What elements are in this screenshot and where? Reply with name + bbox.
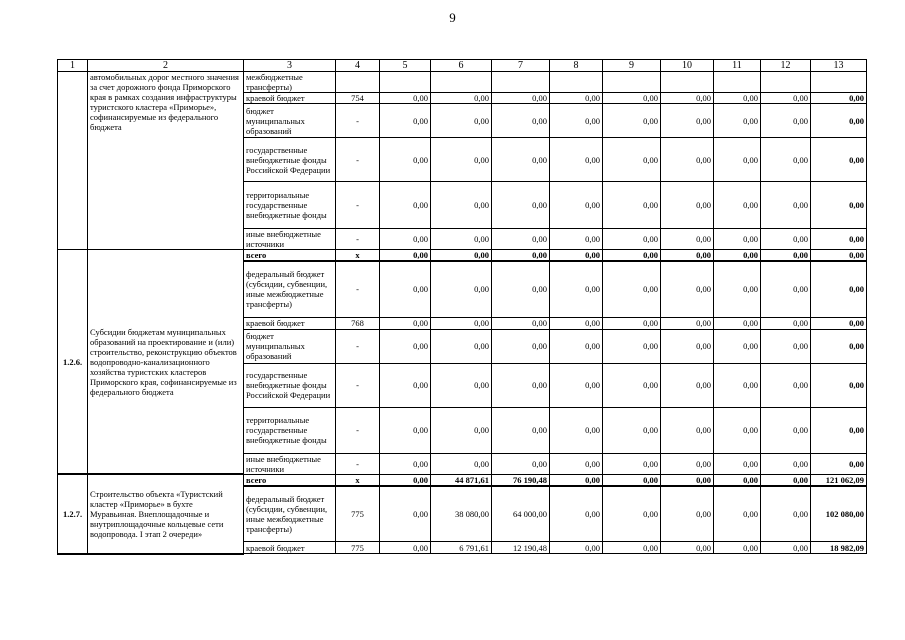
year-value: 0,00 <box>550 542 603 554</box>
year-value: 0,00 <box>761 229 811 250</box>
year-value: 0,00 <box>761 250 811 262</box>
year-value: 0,00 <box>603 261 661 317</box>
budget-code: - <box>336 138 380 182</box>
budget-code: - <box>336 407 380 453</box>
year-value: 0,00 <box>603 93 661 104</box>
year-value: 0,00 <box>603 317 661 329</box>
column-number: 5 <box>380 60 431 72</box>
budget-code: 775 <box>336 486 380 542</box>
budget-code <box>336 72 380 93</box>
year-value: 0,00 <box>603 407 661 453</box>
year-value: 0,00 <box>492 250 550 262</box>
year-value <box>661 72 714 93</box>
year-value <box>492 72 550 93</box>
year-value: 0,00 <box>761 542 811 554</box>
funding-source: территориальные государственные внебюджетные фонды <box>244 407 336 453</box>
year-value: 0,00 <box>550 453 603 474</box>
year-value: 0,00 <box>761 93 811 104</box>
funding-source: межбюджетные трансферты) <box>244 72 336 93</box>
year-value: 0,00 <box>761 261 811 317</box>
item-description: Строительство объекта «Туристский кластер «Приморье» в бухте Муравьиная. Внеплощадочные и внутриплощадочные кольцевые сети водопровода. I этап 2 очереди» <box>88 474 244 554</box>
year-value: 0,00 <box>661 317 714 329</box>
year-value <box>603 72 661 93</box>
year-value: 0,00 <box>603 329 661 363</box>
year-value: 12 190,48 <box>492 542 550 554</box>
year-value: 0,00 <box>431 182 492 229</box>
year-value: 0,00 <box>492 182 550 229</box>
page-number: 9 <box>449 10 456 25</box>
budget-code: - <box>336 363 380 407</box>
total-value <box>811 72 867 93</box>
year-value: 0,00 <box>714 407 761 453</box>
year-value <box>380 72 431 93</box>
year-value: 0,00 <box>492 261 550 317</box>
total-value: 0,00 <box>811 453 867 474</box>
year-value: 0,00 <box>761 363 811 407</box>
column-number: 6 <box>431 60 492 72</box>
year-value: 0,00 <box>380 138 431 182</box>
item-number: 1.2.6. <box>58 250 88 475</box>
year-value: 0,00 <box>661 93 714 104</box>
budget-code: 775 <box>336 542 380 554</box>
year-value: 0,00 <box>431 363 492 407</box>
budget-code: - <box>336 104 380 138</box>
year-value: 0,00 <box>603 486 661 542</box>
year-value: 0,00 <box>431 250 492 262</box>
year-value: 0,00 <box>714 474 761 486</box>
year-value: 38 080,00 <box>431 486 492 542</box>
year-value <box>550 72 603 93</box>
year-value: 0,00 <box>603 104 661 138</box>
total-value: 0,00 <box>811 229 867 250</box>
total-value: 0,00 <box>811 317 867 329</box>
year-value: 0,00 <box>714 261 761 317</box>
year-value: 0,00 <box>431 317 492 329</box>
total-value: 18 982,09 <box>811 542 867 554</box>
year-value: 0,00 <box>661 250 714 262</box>
budget-code: х <box>336 250 380 262</box>
funding-source: всего <box>244 474 336 486</box>
year-value: 0,00 <box>603 138 661 182</box>
total-value: 0,00 <box>811 407 867 453</box>
year-value: 0,00 <box>761 329 811 363</box>
total-value: 0,00 <box>811 93 867 104</box>
table-row <box>58 72 867 93</box>
year-value <box>714 72 761 93</box>
year-value: 0,00 <box>761 486 811 542</box>
year-value: 0,00 <box>714 542 761 554</box>
year-value: 0,00 <box>380 104 431 138</box>
funding-source: бюджет муниципальных образований <box>244 104 336 138</box>
year-value: 0,00 <box>492 104 550 138</box>
column-number: 7 <box>492 60 550 72</box>
table-row <box>58 250 867 262</box>
item-number <box>58 72 88 250</box>
year-value: 0,00 <box>761 453 811 474</box>
year-value: 0,00 <box>380 250 431 262</box>
column-number-row <box>58 60 867 72</box>
year-value: 0,00 <box>714 486 761 542</box>
year-value: 0,00 <box>550 329 603 363</box>
year-value: 0,00 <box>380 229 431 250</box>
funding-source: территориальные государственные внебюджетные фонды <box>244 182 336 229</box>
funding-source: краевой бюджет <box>244 542 336 554</box>
total-value: 0,00 <box>811 329 867 363</box>
column-number: 9 <box>603 60 661 72</box>
year-value: 0,00 <box>661 363 714 407</box>
year-value: 0,00 <box>661 407 714 453</box>
year-value: 0,00 <box>550 407 603 453</box>
year-value: 0,00 <box>761 407 811 453</box>
year-value: 0,00 <box>380 542 431 554</box>
total-value: 0,00 <box>811 182 867 229</box>
year-value: 0,00 <box>603 474 661 486</box>
year-value: 6 791,61 <box>431 542 492 554</box>
year-value: 0,00 <box>761 474 811 486</box>
year-value: 0,00 <box>550 261 603 317</box>
year-value: 0,00 <box>492 317 550 329</box>
year-value: 0,00 <box>714 317 761 329</box>
column-number: 4 <box>336 60 380 72</box>
year-value: 0,00 <box>661 453 714 474</box>
table-row <box>58 474 867 486</box>
year-value: 76 190,48 <box>492 474 550 486</box>
year-value: 0,00 <box>492 453 550 474</box>
year-value: 0,00 <box>492 363 550 407</box>
year-value: 0,00 <box>380 317 431 329</box>
year-value: 0,00 <box>380 474 431 486</box>
year-value: 0,00 <box>714 363 761 407</box>
budget-code: - <box>336 329 380 363</box>
year-value: 0,00 <box>714 250 761 262</box>
year-value: 0,00 <box>380 182 431 229</box>
year-value: 0,00 <box>714 104 761 138</box>
column-number: 11 <box>714 60 761 72</box>
year-value: 64 000,00 <box>492 486 550 542</box>
budget-code: х <box>336 474 380 486</box>
budget-code: - <box>336 453 380 474</box>
item-description: Субсидии бюджетам муниципальных образований на проектирование и (или) строительство, реконструкцию объектов водопроводно-канализационного хозяйства туристских кластеров Приморского края, софинансируемые из федерального бюджета <box>88 250 244 475</box>
year-value: 0,00 <box>603 453 661 474</box>
column-number: 2 <box>88 60 244 72</box>
year-value: 0,00 <box>380 486 431 542</box>
year-value: 0,00 <box>492 407 550 453</box>
total-value: 121 062,09 <box>811 474 867 486</box>
budget-code: 768 <box>336 317 380 329</box>
column-number: 8 <box>550 60 603 72</box>
funding-source: краевой бюджет <box>244 93 336 104</box>
year-value: 0,00 <box>761 104 811 138</box>
year-value: 0,00 <box>380 329 431 363</box>
year-value: 0,00 <box>603 250 661 262</box>
total-value: 0,00 <box>811 250 867 262</box>
total-value: 0,00 <box>811 138 867 182</box>
year-value: 0,00 <box>714 453 761 474</box>
year-value: 0,00 <box>661 542 714 554</box>
year-value: 0,00 <box>550 229 603 250</box>
year-value: 0,00 <box>661 261 714 317</box>
year-value: 0,00 <box>714 182 761 229</box>
year-value: 0,00 <box>550 182 603 229</box>
total-value: 102 080,00 <box>811 486 867 542</box>
column-number: 10 <box>661 60 714 72</box>
year-value: 0,00 <box>431 104 492 138</box>
budget-code: - <box>336 182 380 229</box>
year-value: 0,00 <box>380 453 431 474</box>
funding-source: краевой бюджет <box>244 317 336 329</box>
year-value <box>761 72 811 93</box>
funding-source: государственные внебюджетные фонды Российской Федерации <box>244 363 336 407</box>
year-value <box>431 72 492 93</box>
year-value: 0,00 <box>661 486 714 542</box>
year-value: 0,00 <box>761 317 811 329</box>
funding-source: государственные внебюджетные фонды Российской Федерации <box>244 138 336 182</box>
year-value: 0,00 <box>380 363 431 407</box>
year-value: 0,00 <box>714 138 761 182</box>
budget-table <box>57 59 867 555</box>
table-body <box>58 60 867 554</box>
year-value: 0,00 <box>431 138 492 182</box>
year-value: 0,00 <box>550 104 603 138</box>
year-value: 0,00 <box>714 229 761 250</box>
column-number: 3 <box>244 60 336 72</box>
total-value: 0,00 <box>811 104 867 138</box>
year-value: 0,00 <box>603 182 661 229</box>
funding-source: бюджет муниципальных образований <box>244 329 336 363</box>
year-value: 0,00 <box>431 261 492 317</box>
funding-source: иные внебюджетные источники <box>244 229 336 250</box>
year-value: 0,00 <box>431 453 492 474</box>
year-value: 0,00 <box>661 329 714 363</box>
budget-code: - <box>336 261 380 317</box>
funding-source: всего <box>244 250 336 262</box>
year-value: 0,00 <box>661 104 714 138</box>
budget-code: 754 <box>336 93 380 104</box>
year-value: 0,00 <box>550 486 603 542</box>
year-value: 0,00 <box>761 182 811 229</box>
item-description: автомобильных дорог местного значения за счет дорожного фонда Приморского края в рамках создания инфраструктуры туристского кластера «Приморье», софинансируемые из федерального бюджета <box>88 72 244 250</box>
year-value: 0,00 <box>431 407 492 453</box>
funding-source: иные внебюджетные источники <box>244 453 336 474</box>
year-value: 0,00 <box>492 93 550 104</box>
budget-code: - <box>336 229 380 250</box>
year-value: 0,00 <box>492 229 550 250</box>
year-value: 0,00 <box>714 329 761 363</box>
year-value: 0,00 <box>380 261 431 317</box>
year-value: 0,00 <box>550 317 603 329</box>
year-value: 0,00 <box>431 93 492 104</box>
year-value: 0,00 <box>550 93 603 104</box>
year-value: 0,00 <box>550 250 603 262</box>
item-number: 1.2.7. <box>58 474 88 554</box>
column-number: 12 <box>761 60 811 72</box>
year-value: 0,00 <box>603 229 661 250</box>
column-number: 13 <box>811 60 867 72</box>
year-value: 0,00 <box>661 182 714 229</box>
year-value: 0,00 <box>714 93 761 104</box>
year-value: 44 871,61 <box>431 474 492 486</box>
total-value: 0,00 <box>811 261 867 317</box>
year-value: 0,00 <box>761 138 811 182</box>
year-value: 0,00 <box>661 138 714 182</box>
year-value: 0,00 <box>661 229 714 250</box>
year-value: 0,00 <box>550 138 603 182</box>
year-value: 0,00 <box>431 229 492 250</box>
year-value: 0,00 <box>661 474 714 486</box>
year-value: 0,00 <box>603 363 661 407</box>
year-value: 0,00 <box>603 542 661 554</box>
year-value: 0,00 <box>550 474 603 486</box>
year-value: 0,00 <box>431 329 492 363</box>
year-value: 0,00 <box>380 407 431 453</box>
year-value: 0,00 <box>380 93 431 104</box>
year-value: 0,00 <box>492 138 550 182</box>
year-value: 0,00 <box>492 329 550 363</box>
column-number: 1 <box>58 60 88 72</box>
year-value: 0,00 <box>550 363 603 407</box>
total-value: 0,00 <box>811 363 867 407</box>
funding-source: федеральный бюджет (субсидии, субвенции, иные межбюджетные трансферты) <box>244 486 336 542</box>
funding-source: федеральный бюджет (субсидии, субвенции, иные межбюджетные трансферты) <box>244 261 336 317</box>
